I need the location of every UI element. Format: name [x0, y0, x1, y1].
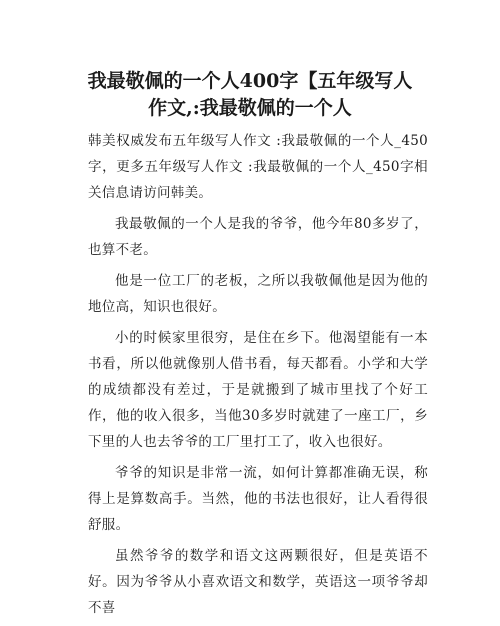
title-line-2: 作文,:我最敬佩的一个人 [148, 97, 352, 119]
body-paragraph-4: 爷爷的知识是非常一流，如何计算都准确无误，称得上是算数高手。当然，他的书法也很好，让人看得很舒服。 [88, 465, 428, 533]
body-paragraph-1: 我最敬佩的一个人是我的爷爷，他今年80多岁了，也算不老。 [88, 216, 428, 258]
intro-paragraph: 韩美权威发布五年级写人作文 :我最敬佩的一个人_450字，更多五年级写人作文 :我最敬佩的一个人_450字相关信息请访问韩美。 [88, 133, 428, 201]
article-body [88, 128, 428, 626]
body-paragraph-2: 他是一位工厂的老板，之所以我敬佩他是因为他的地位高，知识也很好。 [88, 273, 428, 315]
body-paragraph-5: 虽然爷爷的数学和语文这两颗很好，但是英语不好。因为爷爷从小喜欢语文和数学，英语这一项爷爷却不喜 [88, 548, 428, 616]
title-line-1: 我最敬佩的一个人400字【五年级写人 [87, 70, 413, 92]
document-title [70, 68, 430, 122]
body-paragraph-3: 小的时候家里很穷，是住在乡下。他渴望能有一本书看，所以他就像别人借书看，每天都看。小学和大学的成绩都没有差过，于是就搬到了城市里找了个好工作，他的收入很多，当他30多岁时就建了一座工厂，乡下里的人也去爷爷的工厂里打工了，收入也很好。 [88, 330, 428, 450]
